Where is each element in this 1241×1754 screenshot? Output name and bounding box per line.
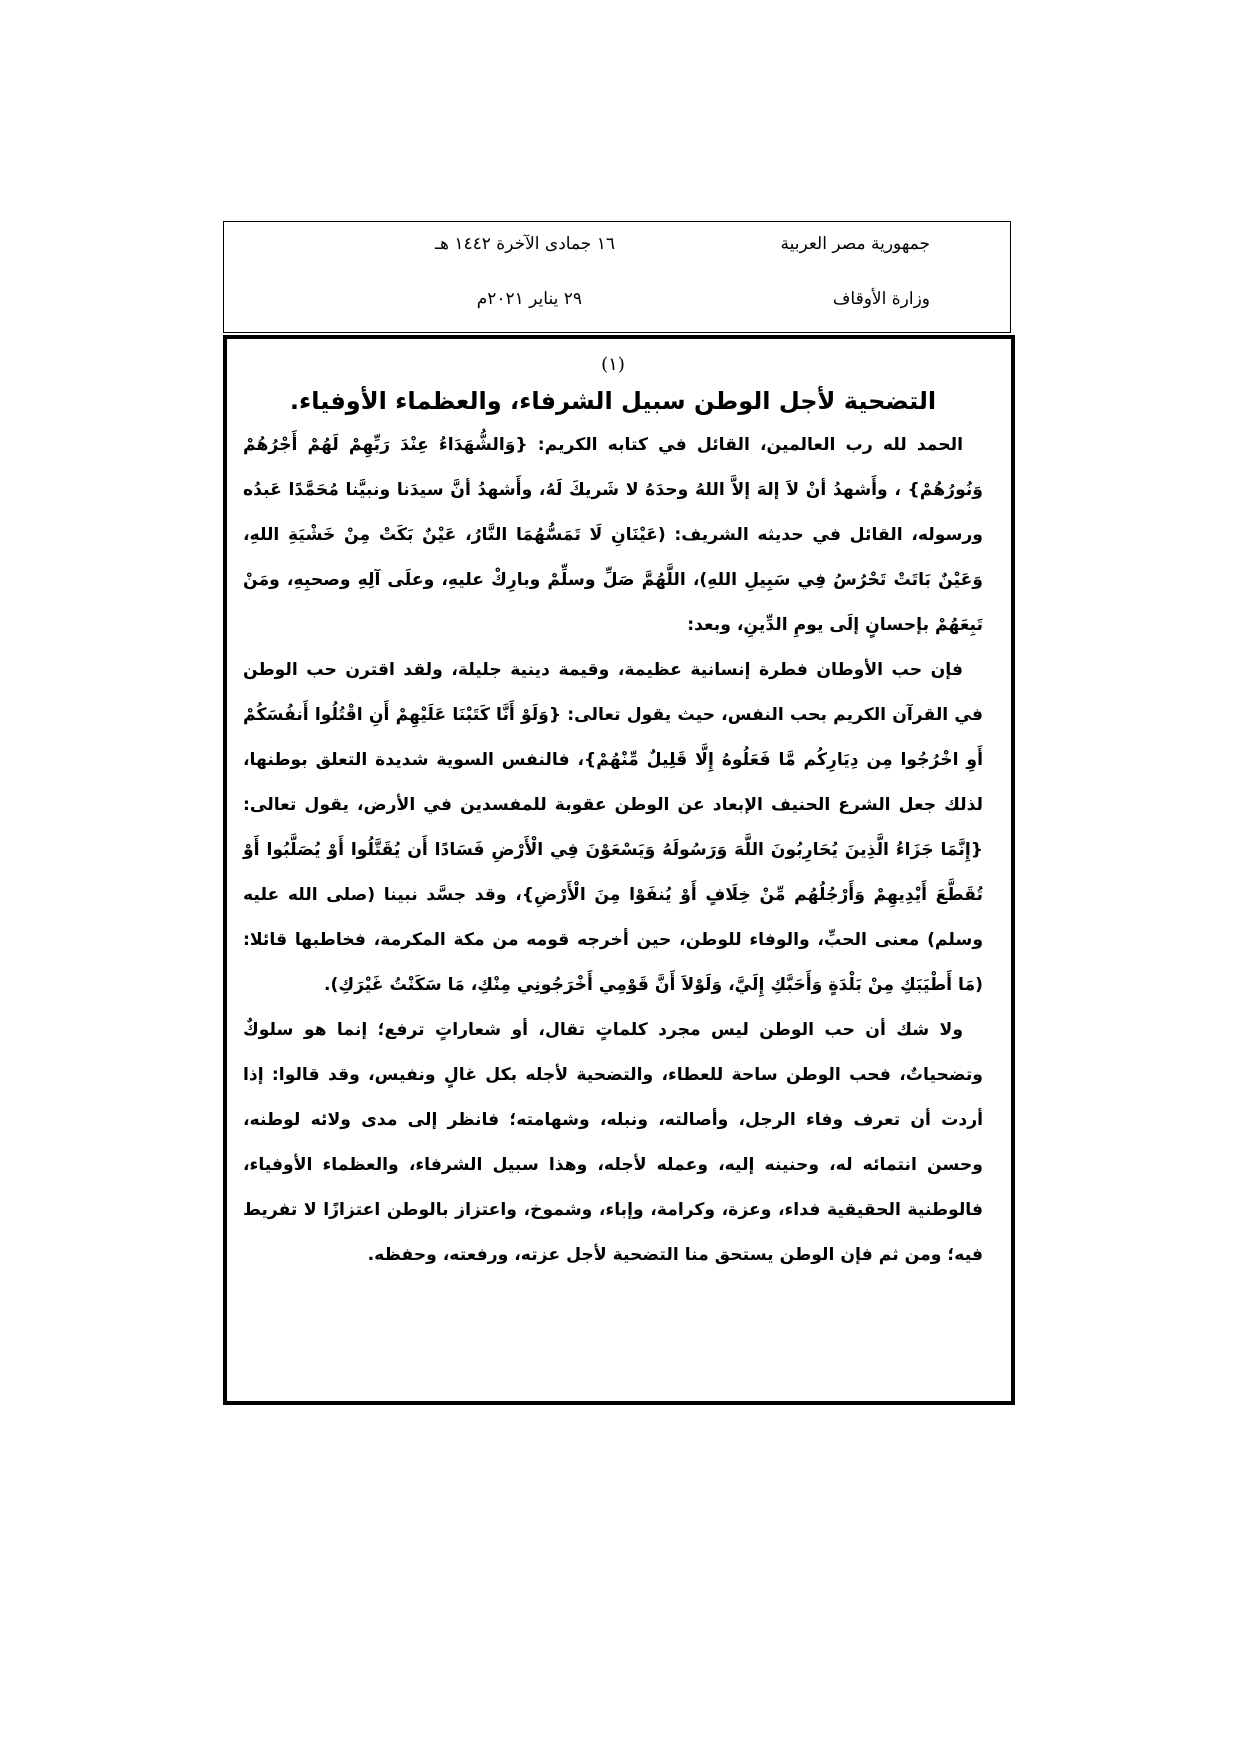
document-page [223,221,1017,1409]
ministry-name: وزارة الأوقاف [832,289,930,309]
country-name: جمهورية مصر العربية [780,234,930,254]
document-header [223,221,1011,333]
header-row-top [224,234,1010,274]
paragraph-sacrifice: ولا شك أن حب الوطن ليس مجرد كلماتٍ تقال، أو شعاراتٍ ترفع؛ إنما هو سلوكٌ وتضحياتٌ، فحب الوطن ساحة للعطاء، والتضحية لأجله بكل غالٍ ونفيس، وقد قالوا: إذا أردت أن تعرف وفاء الرجل، وأصالته، ونبله، وشهامته؛ فانظر إلى مدى ولائه لوطنه، وحسن انتمائه له، وحنينه إليه، وعمله لأجله، وهذا سبيل الشرفاء، والعظماء الأوفياء، فالوطنية الحقيقية فداء، وعزة، وكرامة، وإباء، وشموخ، واعتزاز بالوطن اعتزازًا لا تفريط فيه؛ ومن ثم فإن الوطن يستحق منا التضحية لأجل عزته، ورفعته، وحفظه. [243,1020,983,1265]
gregorian-date: ٢٩ يناير ٢٠٢١م [476,289,582,309]
paragraph-love-of-homeland: فإن حب الأوطان فطرة إنسانية عظيمة، وقيمة دينية جليلة، ولقد اقترن حب الوطن في القرآن الكريم بحب النفس، حيث يقول تعالى: {وَلَوْ أَنَّا كَتَبْنَا عَلَيْهِمْ أَنِ اقْتُلُوا أَنفُسَكُمْ أَوِ اخْرُجُوا مِن دِيَارِكُم مَّا فَعَلُوهُ إِلَّا قَلِيلٌ مِّنْهُمْ}، فالنفس السوية شديدة التعلق بوطنها، لذلك جعل الشرع الحنيف الإبعاد عن الوطن عقوبة للمفسدين في الأرض، يقول تعالى: {إِنَّمَا جَزَاءُ الَّذِينَ يُحَارِبُونَ اللَّهَ وَرَسُولَهُ وَيَسْعَوْنَ فِي الْأَرْضِ فَسَادًا أَن يُقَتَّلُوا أَوْ يُصَلَّبُوا أَوْ تُقَطَّعَ أَيْدِيهِمْ وَأَرْجُلُهُم مِّنْ خِلَافٍ أَوْ يُنفَوْا مِنَ الْأَرْضِ}، وقد جسَّد نبينا (صلى الله عليه وسلم) معنى الحبِّ، والوفاء للوطن، حين أخرجه قومه من مكة المكرمة، فخاطبها قائلا: (مَا أَطْيَبَكِ مِنْ بَلْدَةٍ وَأَحَبَّكِ إِلَيَّ، وَلَوْلاَ أَنَّ قَوْمِي أَخْرَجُونِي مِنْكِ، مَا سَكَنْتُ غَيْرَكِ). [243,660,983,995]
section-number: (١) [601,354,625,375]
header-row-bottom [224,289,1010,329]
document-body [223,335,1015,1405]
hijri-date: ١٦ جمادى الآخرة ١٤٤٢ هـ [435,234,615,254]
section-title: التضحية لأجل الوطن سبيل الشرفاء، والعظماء الأوفياء. [289,387,937,415]
paragraph-intro: الحمد لله رب العالمين، القائل في كتابه الكريم: {وَالشُّهَدَاءُ عِنْدَ رَبِّهِمْ لَهُمْ أَجْرُهُمْ وَنُورُهُمْ} ، وأَشهدُ أنْ لاَ إلهَ إلاَّ اللهُ وحدَهُ لا شَريكَ لَهُ، وأَشهدُ أنَّ سيدَنا ونبيَّنا مُحَمَّدًا عَبدُه ورسوله، القائل في حديثه الشريف: (عَيْنَانِ لَا تَمَسُّهُمَا النَّارُ، عَيْنٌ بَكَتْ مِنْ خَشْيَةِ اللهِ، وَعَيْنٌ بَاتَتْ تَحْرُسُ فِي سَبِيلِ اللهِ)، اللَّهُمَّ صَلِّ وسلِّمْ وبارِكْ عليهِ، وعلَى آلِهِ وصحبِهِ، ومَنْ تَبِعَهُمْ بإحسانٍ إلَى يومِ الدِّينِ، وبعد: [243,435,983,635]
